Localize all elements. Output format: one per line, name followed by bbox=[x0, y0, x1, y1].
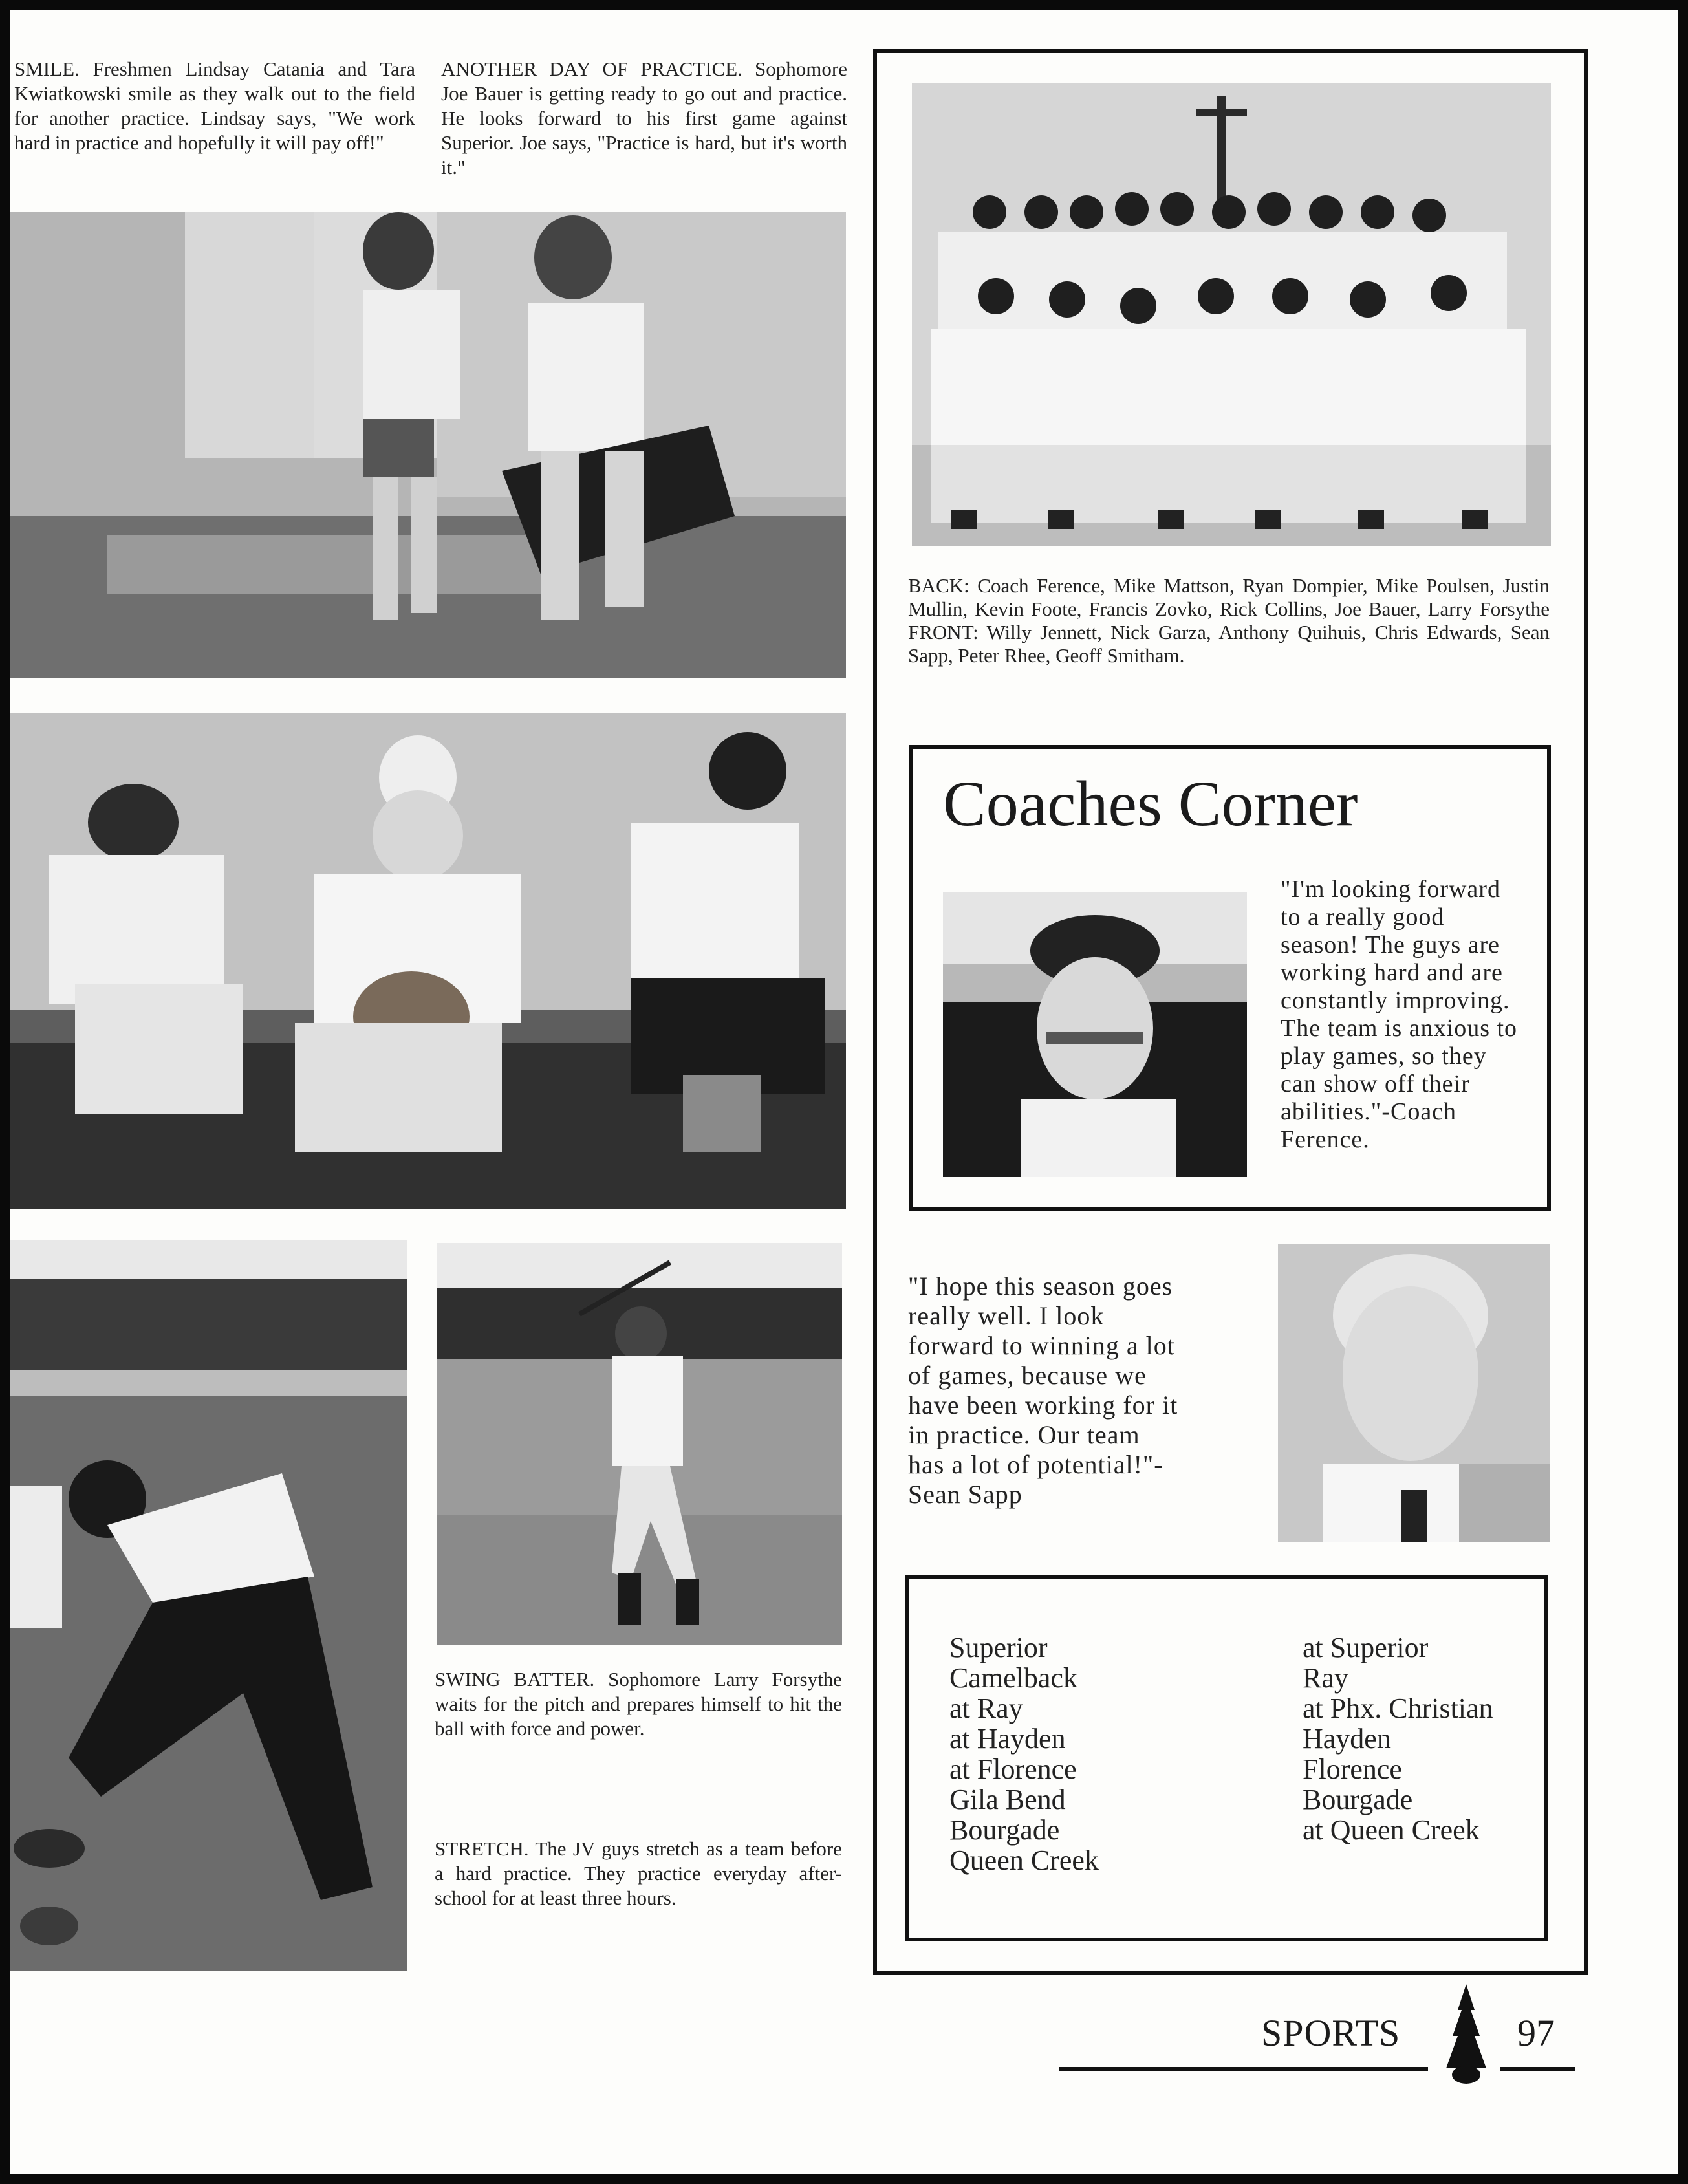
schedule-item: Bourgade bbox=[1303, 1784, 1413, 1815]
schedule-item: at Florence bbox=[949, 1753, 1077, 1785]
caption-another-day: ANOTHER DAY OF PRACTICE. Sophomore Joe Bauer is getting ready to go out and practice. He looks forward to his first game against Superior. Joe says, "Practice is hard, but it's worth it." bbox=[441, 58, 847, 178]
schedule-item: at Phx. Christian bbox=[1303, 1692, 1493, 1724]
page-number: 97 bbox=[1517, 2012, 1555, 2054]
photo-batter bbox=[437, 1243, 842, 1645]
pine-tree-icon bbox=[1444, 1984, 1489, 2088]
schedule-item: Bourgade bbox=[949, 1814, 1060, 1846]
schedule-left-column bbox=[949, 1632, 1099, 1876]
schedule-item: Superior bbox=[949, 1632, 1048, 1663]
schedule-item: Gila Bend bbox=[949, 1784, 1066, 1815]
footer-rule-left bbox=[1059, 2067, 1428, 2071]
photo-team bbox=[912, 83, 1551, 546]
schedule-right-column bbox=[1303, 1632, 1493, 1845]
schedule-item: at Superior bbox=[1303, 1632, 1429, 1663]
player-quote: "I hope this season goes really well. I look forward to winning a lot of games, because we have been working for it in practice. Our team has a lot of potential!"-Sean Sapp bbox=[908, 1271, 1178, 1509]
caption-swing-batter: SWING BATTER. Sophomore Larry Forsythe waits for the pitch and prepares himself to hit the ball with force and power. bbox=[435, 1668, 842, 1740]
schedule-item: at Hayden bbox=[949, 1723, 1066, 1755]
schedule-item: Ray bbox=[1303, 1662, 1348, 1694]
caption-stretch: STRETCH. The JV guys stretch as a team before a hard practice. They practice everyday after-school for at least three hours. bbox=[435, 1837, 842, 1909]
photo-dugout bbox=[10, 713, 846, 1209]
caption-team-roster: BACK: Coach Ference, Mike Mattson, Ryan Dompier, Mike Poulsen, Justin Mullin, Kevin Foote, Francis Zovko, Rick Collins, Joe Bauer, Larry Forsythe FRONT: Willy Jennett, Nick Garza, Anthony Quihuis, Chris Edwards, Sean Sapp, Peter Rhee, Geoff Smitham. bbox=[908, 574, 1550, 667]
footer-section-label: SPORTS bbox=[1261, 2012, 1401, 2054]
coach-quote: "I'm looking forward to a really good season! The guys are working hard and are constantly improving. The team is anxious to play games, so they can show off their abilities."-Coach Ference. bbox=[1281, 876, 1518, 1153]
photo-girls-walking bbox=[10, 212, 846, 678]
schedule-item: at Ray bbox=[949, 1692, 1023, 1724]
caption-smile: SMILE. Freshmen Lindsay Catania and Tara Kwiatkowski smile as they walk out to the field for another practice. Lindsay says, "We work hard in practice and hopefully it will pay off!" bbox=[14, 58, 415, 154]
photo-stretch bbox=[10, 1240, 407, 1971]
photo-sean-sapp bbox=[1278, 1244, 1550, 1542]
schedule-item: Florence bbox=[1303, 1753, 1402, 1785]
coaches-corner-title: Coaches Corner bbox=[943, 768, 1358, 839]
footer-rule-right bbox=[1500, 2067, 1575, 2071]
schedule-item: Queen Creek bbox=[949, 1844, 1099, 1876]
photo-coach bbox=[943, 892, 1247, 1177]
schedule-item: at Queen Creek bbox=[1303, 1814, 1480, 1846]
schedule-item: Hayden bbox=[1303, 1723, 1391, 1755]
schedule-item: Camelback bbox=[949, 1662, 1077, 1694]
